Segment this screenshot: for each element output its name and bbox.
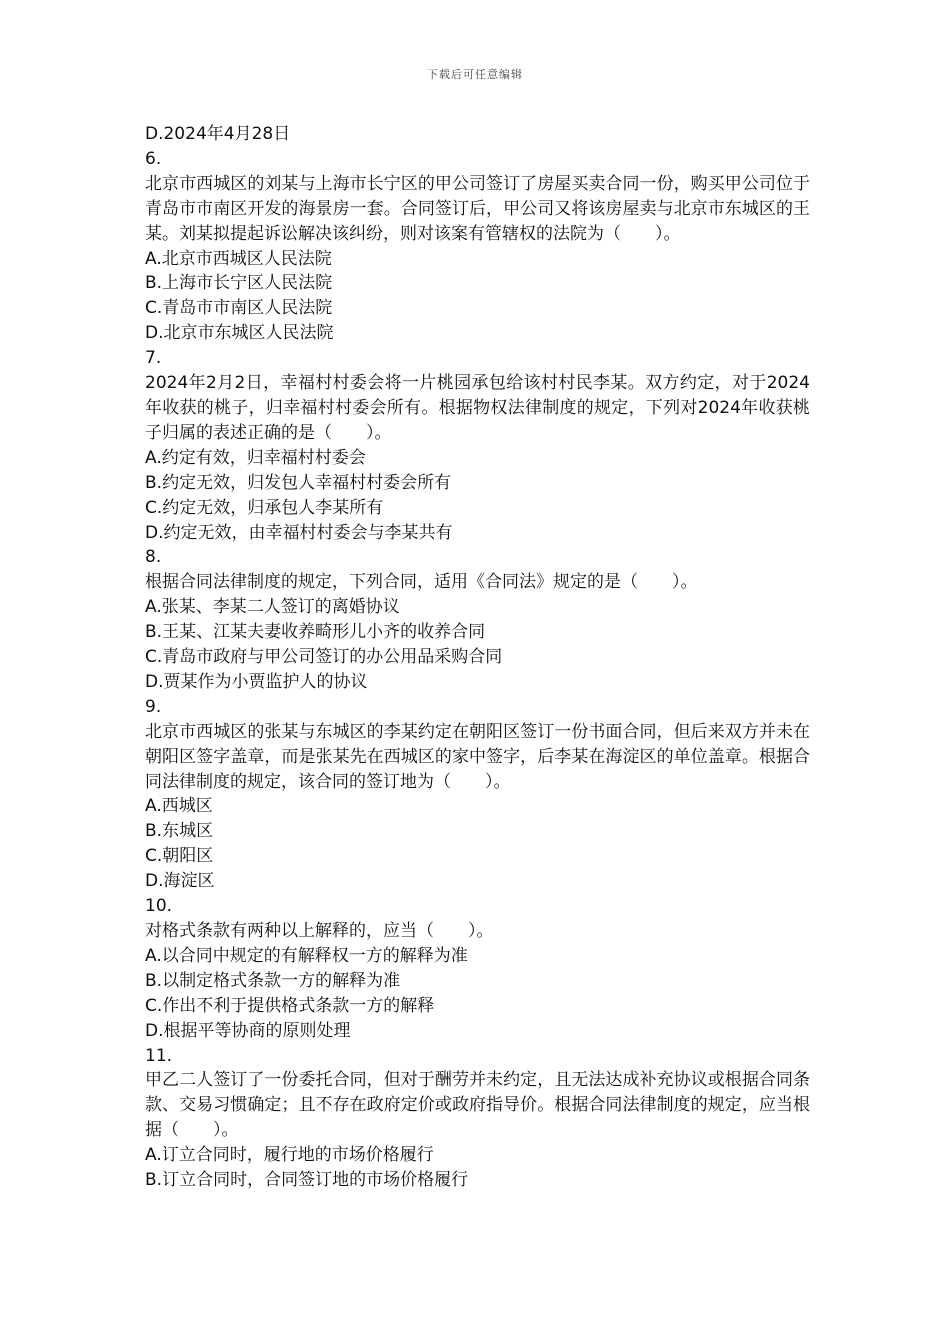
answer-option: C.青岛市政府与甲公司签订的办公用品采购合同	[145, 647, 503, 668]
question-stem: 北京市西城区的刘某与上海市长宁区的甲公司签订了房屋买卖合同一份，购买甲公司位于青岛市市南区开发的海景房一套。合同签订后，甲公司又将该房屋卖与北京市东城区的王某。刘某拟提起诉讼解决该纠纷，则对该案有管辖权的法院为（ ）。	[145, 173, 810, 244]
answer-option: D.贾某作为小贾监护人的协议	[145, 671, 368, 692]
answer-option: D.约定无效，由幸福村村委会与李某共有	[145, 522, 453, 543]
answer-option: A.以合同中规定的有解释权一方的解释为准	[145, 945, 468, 966]
answer-option: A.订立合同时，履行地的市场价格履行	[145, 1145, 434, 1166]
answer-option: B.以制定格式条款一方的解释为准	[145, 970, 401, 991]
question-number: 8.	[145, 547, 162, 568]
question-number: 9.	[145, 696, 162, 717]
answer-option: A.张某、李某二人签订的离婚协议	[145, 597, 400, 618]
answer-option: B.上海市长宁区人民法院	[145, 273, 333, 294]
answer-option: D.2024年4月28日	[145, 124, 291, 144]
answer-option: C.青岛市市南区人民法院	[145, 298, 333, 319]
answer-option: B.约定无效，归发包人幸福村村委会所有	[145, 472, 452, 493]
answer-option: A.西城区	[145, 796, 213, 817]
question-stem: 甲乙二人签订了一份委托合同，但对于酬劳并未约定，且无法达成补充协议或根据合同条款、交易习惯确定；且不存在政府定价或政府指导价。根据合同法律制度的规定，应当根据（ ）。	[145, 1070, 810, 1141]
answer-option: D.北京市东城区人民法院	[145, 323, 334, 344]
answer-option: C.作出不利于提供格式条款一方的解释	[145, 995, 435, 1016]
question-stem: 2024年2月2日，幸福村村委会将一片桃园承包给该村村民李某。双方约定，对于2024年收获的桃子，归幸福村村委会所有。根据物权法律制度的规定，下列对2024年收获桃子归属的表述正确的是（ ）。	[145, 373, 810, 443]
question-stem: 对格式条款有两种以上解释的，应当（ ）。	[145, 921, 494, 941]
document-body	[145, 122, 810, 1193]
question-number: 10.	[145, 896, 173, 917]
answer-option: A.约定有效，归幸福村村委会	[145, 447, 366, 468]
answer-option: B.王某、江某夫妻收养畸形儿小齐的收养合同	[145, 622, 486, 643]
question-number: 6.	[145, 148, 162, 169]
answer-option: D.海淀区	[145, 871, 215, 892]
question-number: 11.	[145, 1045, 173, 1066]
answer-option: C.约定无效，归承包人李某所有	[145, 497, 384, 518]
answer-option: B.订立合同时，合同签订地的市场价格履行	[145, 1170, 469, 1191]
question-number: 7.	[145, 348, 162, 369]
question-stem: 北京市西城区的张某与东城区的李某约定在朝阳区签订一份书面合同，但后来双方并未在朝阳区签字盖章，而是张某先在西城区的家中签字，后李某在海淀区的单位盖章。根据合同法律制度的规定，该合同的签订地为（ ）。	[145, 721, 810, 792]
answer-option: B.东城区	[145, 821, 214, 842]
answer-option: A.北京市西城区人民法院	[145, 248, 332, 269]
page-header: 下载后可任意编辑	[427, 68, 523, 81]
question-stem: 根据合同法律制度的规定，下列合同，适用《合同法》规定的是（ ）。	[145, 572, 698, 593]
answer-option: D.根据平等协商的原则处理	[145, 1020, 351, 1041]
answer-option: C.朝阳区	[145, 846, 214, 867]
